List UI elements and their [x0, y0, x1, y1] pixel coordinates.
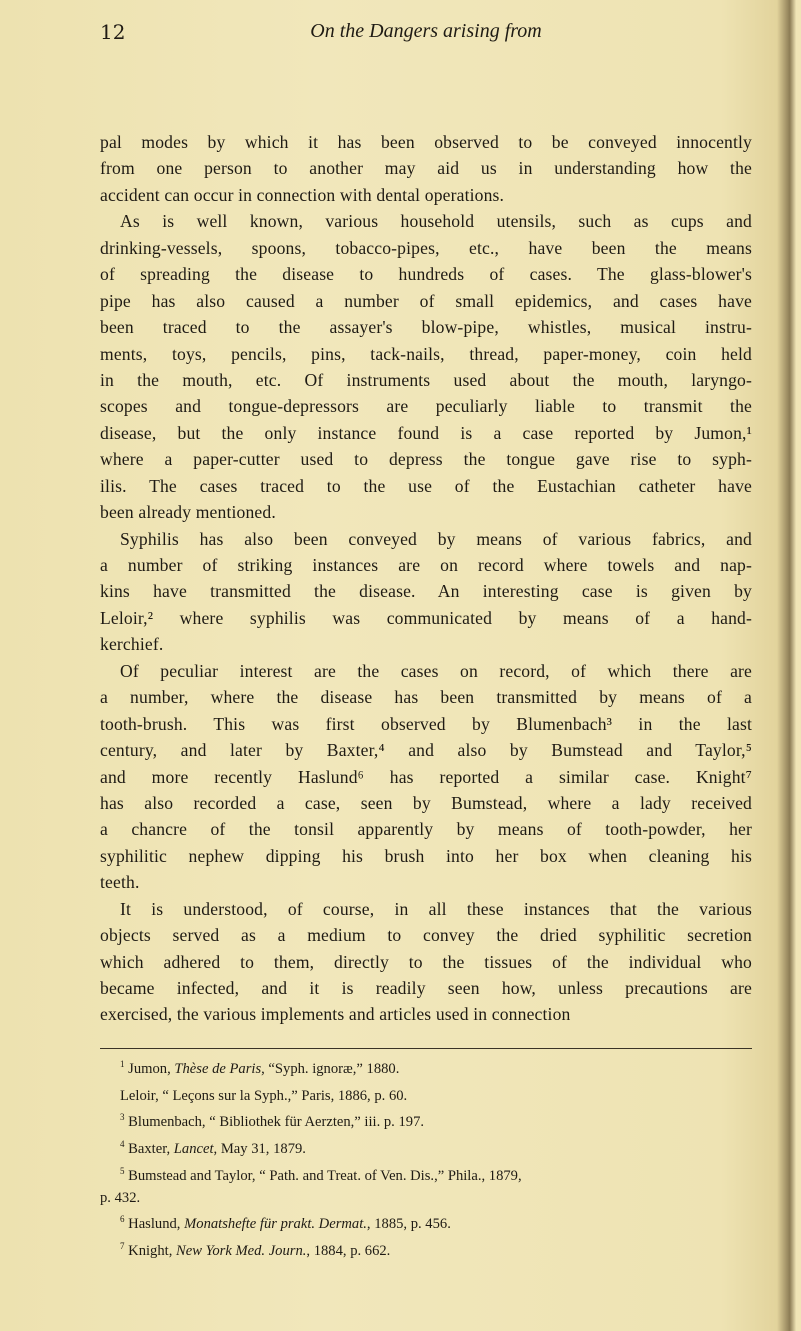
- text-line: pal modes by which it has been observed to be conveyed innocently: [100, 132, 752, 152]
- text-line: pipe has also caused a number of small epidemics, and cases have: [100, 290, 752, 311]
- citation-title: Monatshefte für prakt. Dermat.: [184, 1216, 367, 1233]
- footnote-text: Bumstead and Taylor, “ Path. and Treat. of Ven. Dis.,” Phila., 1879,: [128, 1167, 522, 1184]
- footnote-mark: 3: [120, 1112, 125, 1123]
- footnote-mark: 7: [120, 1240, 125, 1251]
- text-line: exercised, the various implements and articles used in connection: [100, 1004, 571, 1025]
- paragraph: [100, 208, 752, 525]
- footnote-text: , 1884, p. 662.: [306, 1242, 391, 1259]
- text-line: teeth.: [100, 872, 140, 893]
- footnote-text: , May 31, 1879.: [213, 1141, 306, 1158]
- text-line: which adhered to them, directly to the tissues of the individual who: [100, 951, 752, 972]
- footnote: [100, 1209, 752, 1236]
- text-line: been already mentioned.: [100, 502, 276, 523]
- text-line: Syphilis has also been conveyed by means of various fabrics, and: [120, 528, 752, 549]
- text-line: disease, but the only instance found is a case reported by Jumon,¹: [100, 422, 752, 443]
- text-line: a number of striking instances are on record where towels and nap-: [100, 555, 752, 575]
- footnote: [100, 1161, 752, 1209]
- footnote-text: Baxter,: [128, 1141, 174, 1158]
- paragraph: [100, 129, 752, 208]
- footnote-mark: 5: [120, 1165, 125, 1176]
- text-line: ments, toys, pencils, pins, tack-nails, thread, paper-money, coin held: [100, 343, 752, 364]
- text-line: syphilitic nephew dipping his brush into her box when cleaning his: [100, 845, 752, 866]
- citation-title: Lancet: [173, 1141, 214, 1158]
- text-line: tooth-brush. This was first observed by Blumenbach³ in the last: [100, 713, 752, 734]
- footnote-text: , 1885, p. 456.: [366, 1216, 451, 1233]
- text-line: where a paper-cutter used to depress the tongue gave rise to syph-: [100, 449, 752, 470]
- footnote: [100, 1054, 752, 1081]
- text-line: scopes and tongue-depressors are peculiarly liable to transmit the: [100, 396, 752, 417]
- footnote-mark: 1: [120, 1059, 125, 1069]
- footnote-text: Blumenbach, “ Bibliothek für Aerzten,” iii. p. 197.: [128, 1114, 425, 1131]
- text-line: ilis. The cases traced to the use of the Eustachian catheter have: [100, 475, 752, 496]
- text-line: became infected, and it is readily seen how, unless precautions are: [100, 978, 752, 998]
- text-line: Leloir,² where syphilis was communicated by means of a hand-: [100, 607, 752, 628]
- page-number: 12: [100, 20, 126, 44]
- paragraph: [100, 896, 752, 1028]
- paragraph: [100, 658, 752, 896]
- text-line: of spreading the disease to hundreds of cases. The glass-blower's: [100, 264, 752, 285]
- running-title: On the Dangers arising from: [310, 20, 542, 42]
- footnote-text: Jumon,: [128, 1061, 175, 1077]
- footnote-mark: 4: [120, 1139, 125, 1150]
- footnote-continuation: p. 432.: [100, 1189, 141, 1206]
- text-line: been traced to the assayer's blow-pipe, whistles, musical instru-: [100, 317, 752, 338]
- footnote-text: , “Syph. ignoræ,” 1880.: [261, 1061, 400, 1077]
- text-line: from one person to another may aid us in understanding how the: [100, 158, 752, 179]
- text-line: century, and later by Baxter,⁴ and also by Bumstead and Taylor,⁵: [100, 740, 752, 761]
- text-line: has also recorded a case, seen by Bumstead, where a lady received: [100, 792, 752, 813]
- text-line: and more recently Haslund⁶ has reported a similar case. Knight⁷: [100, 766, 752, 787]
- footnote-mark: 6: [120, 1214, 125, 1225]
- footnote-divider: [100, 1048, 752, 1049]
- footnote: [100, 1134, 752, 1161]
- text-line: Of peculiar interest are the cases on record, of which there are: [120, 660, 752, 681]
- footnote-text: Haslund,: [128, 1216, 185, 1233]
- text-line: As is well known, various household utensils, such as cups and: [120, 211, 752, 232]
- text-line: drinking-vessels, spoons, tobacco-pipes, etc., have been the means: [100, 237, 752, 258]
- footnote-text: Knight,: [128, 1242, 176, 1259]
- footnote-text: Leloir, “ Leçons sur la Syph.,” Paris, 1886, p. 60.: [120, 1087, 408, 1104]
- footnote: [100, 1107, 752, 1134]
- citation-title: New York Med. Journ.: [176, 1242, 307, 1259]
- text-line: kins have transmitted the disease. An interesting case is given by: [100, 581, 752, 602]
- text-line: in the mouth, etc. Of instruments used about the mouth, laryngo-: [100, 369, 752, 390]
- text-line: objects served as a medium to convey the dried syphilitic secretion: [100, 925, 752, 946]
- citation-title: Thèse de Paris: [174, 1061, 262, 1077]
- body-text: [100, 129, 752, 1028]
- text-line: a chancre of the tonsil apparently by means of tooth-powder, her: [100, 819, 752, 840]
- paragraph: [100, 526, 752, 658]
- text-line: It is understood, of course, in all these instances that the various: [120, 898, 752, 919]
- footnote: [100, 1081, 752, 1108]
- text-line: accident can occur in connection with dental operations.: [100, 184, 505, 205]
- text-line: a number, where the disease has been transmitted by means of a: [100, 687, 752, 708]
- text-line: kerchief.: [100, 634, 164, 655]
- page-header: [100, 20, 752, 50]
- footnote: [100, 1236, 752, 1263]
- footnotes: [100, 1054, 752, 1263]
